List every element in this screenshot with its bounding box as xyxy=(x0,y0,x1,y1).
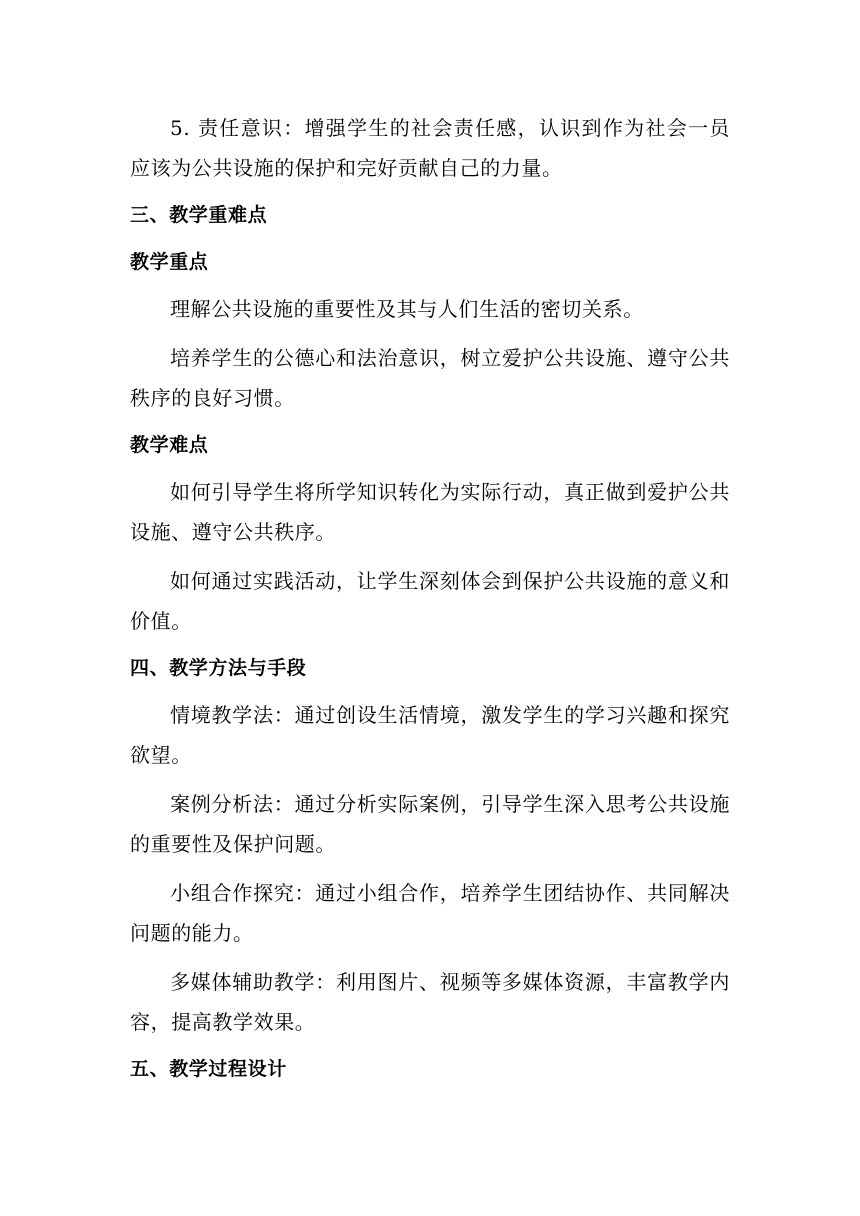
paragraph-method-group-work: 小组合作探究：通过小组合作，培养学生团结协作、共同解决问题的能力。 xyxy=(130,881,730,945)
subheading-difficult-points: 教学难点 xyxy=(130,434,209,456)
paragraph-method-case-analysis: 案例分析法：通过分析实际案例，引导学生深入思考公共设施的重要性及保护问题。 xyxy=(130,792,730,856)
document-page xyxy=(130,108,730,1089)
section-heading-key-difficult-points: 三、教学重难点 xyxy=(130,204,268,226)
subheading-key-points: 教学重点 xyxy=(130,251,209,273)
paragraph-key-point-1: 理解公共设施的重要性及其与人们生活的密切关系。 xyxy=(170,297,644,321)
paragraph-difficult-point-1: 如何引导学生将所学知识转化为实际行动，真正做到爱护公共设施、遵守公共秩序。 xyxy=(130,480,730,544)
paragraph-method-situational: 情境教学法：通过创设生活情境，激发学生的学习兴趣和探究欲望。 xyxy=(130,703,730,767)
section-heading-methods: 四、教学方法与手段 xyxy=(130,657,307,679)
paragraph-responsibility: 5. 责任意识：增强学生的社会责任感，认识到作为社会一员应该为公共设施的保护和完好贡献自己的力量。 xyxy=(130,116,730,180)
paragraph-difficult-point-2: 如何通过实践活动，让学生深刻体会到保护公共设施的意义和价值。 xyxy=(130,569,730,633)
paragraph-key-point-2: 培养学生的公德心和法治意识，树立爱护公共设施、遵守公共秩序的良好习惯。 xyxy=(130,346,730,410)
paragraph-method-multimedia: 多媒体辅助教学：利用图片、视频等多媒体资源，丰富教学内容，提高教学效果。 xyxy=(130,970,730,1034)
section-heading-process: 五、教学过程设计 xyxy=(130,1058,287,1080)
